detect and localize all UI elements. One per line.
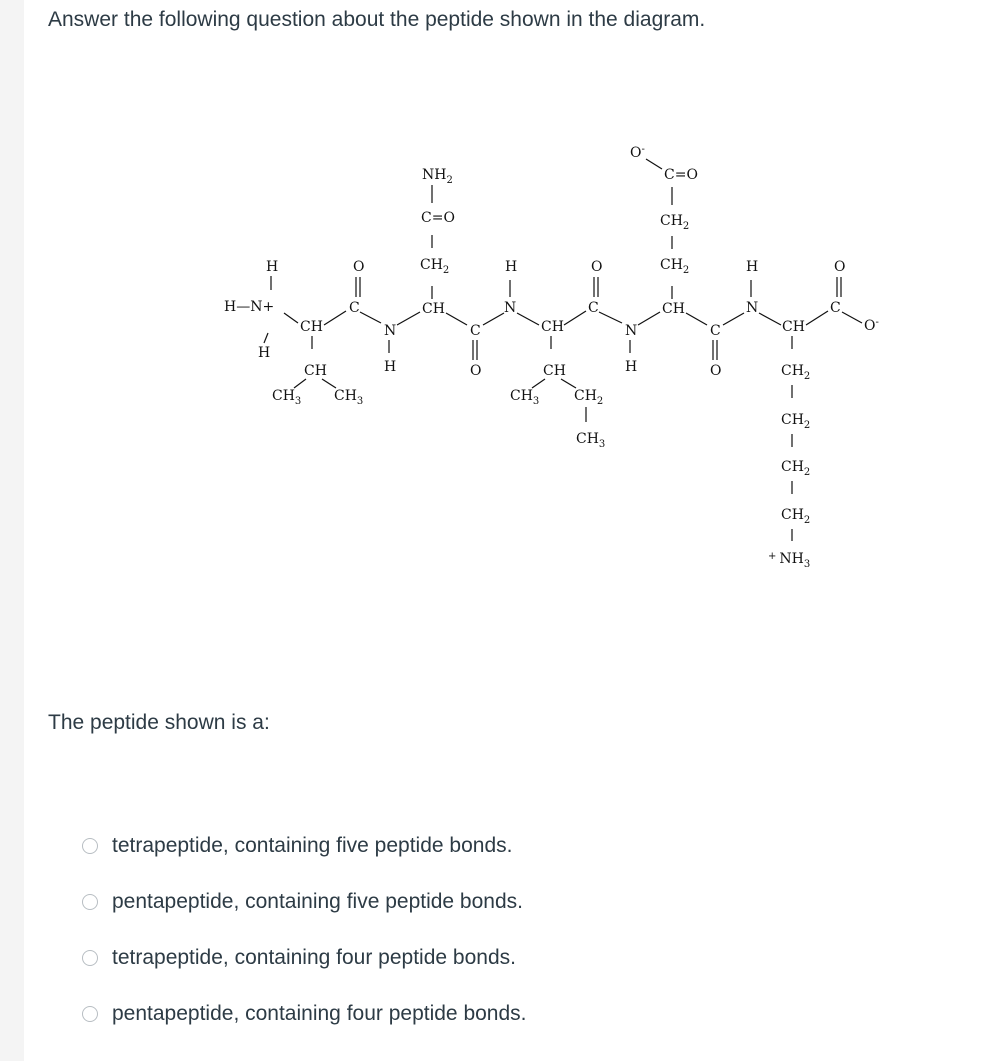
prompt-text: The peptide shown is a: bbox=[48, 711, 270, 734]
res5-alpha-ch: CH bbox=[782, 319, 805, 335]
res3-carbonyl-o: O bbox=[591, 259, 603, 275]
bond4-n: N bbox=[746, 300, 759, 316]
res1-ch3-b: $CH_3$ bbox=[334, 388, 364, 407]
cterm-o: O bbox=[834, 259, 846, 275]
peptide-svg bbox=[194, 135, 894, 595]
question-text: Answer the following question about the peptide shown in the diagram. bbox=[48, 8, 706, 31]
res2-ch2: $CH_2$ bbox=[420, 257, 450, 276]
res4-co: C=O bbox=[664, 167, 698, 183]
res3-ch2: $CH_2$ bbox=[574, 388, 604, 407]
res1-carbonyl-o: O bbox=[353, 259, 365, 275]
answer-label: tetrapeptide, containing five peptide bonds. bbox=[112, 834, 513, 857]
res4-o-minus: O- bbox=[630, 144, 645, 161]
res3-ch3-end: $CH_3$ bbox=[576, 431, 606, 450]
res5-ch2-c: $CH_2$ bbox=[781, 459, 811, 478]
bond3-n: N bbox=[625, 323, 638, 339]
res1-alpha-ch: CH bbox=[300, 319, 323, 335]
answer-option-4[interactable] bbox=[82, 986, 527, 1042]
cterm-o-minus: O- bbox=[864, 317, 879, 334]
bond3-h: H bbox=[625, 359, 638, 375]
radio-button[interactable] bbox=[82, 838, 98, 854]
bond2-h: H bbox=[505, 259, 518, 275]
res5-ch2-d: $CH_2$ bbox=[781, 507, 811, 526]
answer-option-2[interactable] bbox=[82, 874, 527, 930]
answer-label: pentapeptide, containing four peptide bonds. bbox=[112, 1002, 527, 1025]
radio-button[interactable] bbox=[82, 1006, 98, 1022]
answer-label: pentapeptide, containing five peptide bonds. bbox=[112, 890, 523, 913]
res5-ch2-b: $CH_2$ bbox=[781, 412, 811, 431]
res5-ch2-a: $CH_2$ bbox=[781, 363, 811, 382]
res3-beta-ch: CH bbox=[543, 363, 566, 379]
res3-ch3: $CH_3$ bbox=[510, 388, 540, 407]
nterm-h-bottom: H bbox=[258, 345, 271, 361]
answer-option-1[interactable] bbox=[82, 818, 527, 874]
peptide-structure-diagram bbox=[194, 135, 894, 595]
answer-list bbox=[82, 818, 527, 1042]
cterm-c: C bbox=[830, 300, 841, 316]
answer-label: tetrapeptide, containing four peptide bonds. bbox=[112, 946, 516, 969]
res2-co: C=O bbox=[421, 210, 455, 226]
nterm-hn: H—N+ bbox=[224, 299, 275, 315]
res4-carbonyl-o: O bbox=[710, 363, 722, 379]
nterm-h-top: H bbox=[266, 259, 279, 275]
res5-nh3: + $NH_3$ bbox=[768, 551, 811, 570]
res1-carbonyl-c: C bbox=[349, 300, 360, 316]
res1-ch3-a: $CH_3$ bbox=[272, 388, 302, 407]
res2-alpha-ch: CH bbox=[422, 301, 445, 317]
res3-alpha-ch: CH bbox=[541, 319, 564, 335]
bond1-n: N bbox=[384, 323, 397, 339]
radio-button[interactable] bbox=[82, 894, 98, 910]
radio-button[interactable] bbox=[82, 950, 98, 966]
bond1-h: H bbox=[384, 359, 397, 375]
res4-alpha-ch: CH bbox=[662, 301, 685, 317]
res4-ch2-a: $CH_2$ bbox=[660, 257, 690, 276]
answer-option-3[interactable] bbox=[82, 930, 527, 986]
question-card bbox=[24, 0, 992, 1061]
res1-beta-ch: CH bbox=[304, 363, 327, 379]
res2-carbonyl-o: O bbox=[470, 363, 482, 379]
bond2-n: N bbox=[504, 300, 517, 316]
res2-nh2: $NH_2$ bbox=[422, 167, 453, 186]
res4-ch2-b: $CH_2$ bbox=[660, 213, 690, 232]
res4-carbonyl-c: C bbox=[710, 323, 721, 339]
bond4-h: H bbox=[746, 259, 759, 275]
res2-carbonyl-c: C bbox=[470, 323, 481, 339]
res3-carbonyl-c: C bbox=[588, 300, 599, 316]
